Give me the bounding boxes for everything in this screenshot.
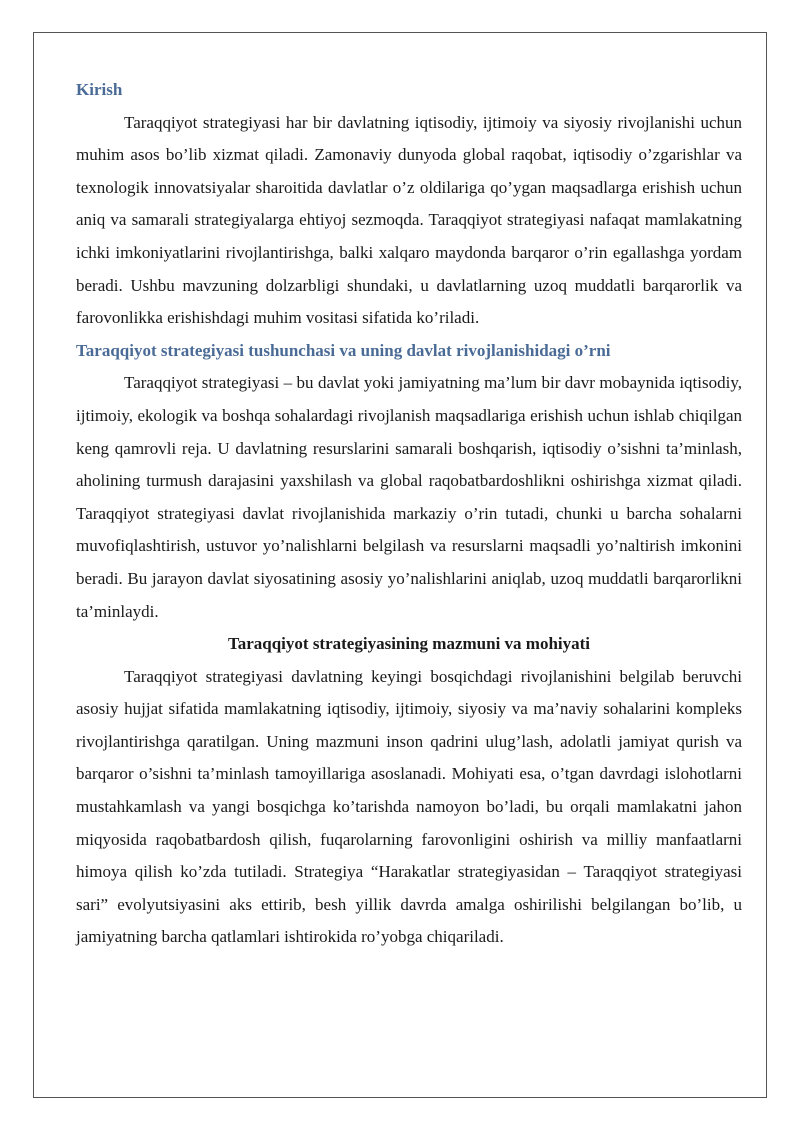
heading-intro: Kirish — [76, 80, 123, 99]
paragraph-intro: Taraqqiyot strategiyasi har bir davlatning iqtisodiy, ijtimoiy va siyosiy rivojlanishi uchun muhim asos bo’lib xizmat qiladi. Zamonaviy dunyoda global raqobat, iqtisodiy o’zgarishlar va texnologik innovatsiyalar sharoitida davlatlar o’z oldilariga qo’ygan maqsadlarga erishish uchun aniq va samarali strategiyalarga ehtiyoj sezmoqda. Taraqqiyot strategiyasi nafaqat mamlakatning ichki imkoniyatlarini rivojlantirishga, balki xalqaro maydonda barqaror o’rin egallashga yordam beradi. Ushbu mavzuning dolzarbligi shundaki, u davlatlarning uzoq muddatli barqarorlik va farovonlikka erishishdagi muhim vositasi sifatida ko’riladi. — [76, 112, 742, 328]
heading-concept: Taraqqiyot strategiyasi tushunchasi va uning davlat rivojlanishidagi o’rni — [76, 340, 611, 360]
heading-content: Taraqqiyot strategiyasining mazmuni va mohiyati — [227, 634, 591, 654]
paragraph-content: Taraqqiyot strategiyasi davlatning keyingi bosqichdagi rivojlanishini belgilab beruvchi asosiy hujjat sifatida mamlakatning iqtisodiy, ijtimoiy, siyosiy va ma’naviy sohalarini kompleks rivojlantirishga qaratilgan. Uning mazmuni inson qadrini ulug’lash, adolatli jamiyat qurish va barqaror o’sishni ta’minlash tamoyillariga asoslanadi. Mohiyati esa, o’tgan davrdagi islohotlarni mustahkamlash va yangi bosqichga ko’tarishda namoyon bo’ladi, bu orqali mamlakatni jahon miqyosida raqobatbardosh qilish, fuqarolarning farovonligini oshirish va milliy manfaatlarni himoya qilish ko’zda tutiladi. Strategiya “Harakatlar strategiyasidan – Taraqqiyot strategiyasi sari” evolyutsiyasini aks ettirib, besh yillik davrda amalga oshirilishi belgilangan bo’lib, u jamiyatning barcha qatlamlari ishtirokida ro’yobga chiqariladi. — [76, 666, 742, 947]
document-body — [76, 74, 742, 954]
paragraph-concept: Taraqqiyot strategiyasi – bu davlat yoki jamiyatning ma’lum bir davr mobaynida iqtisodiy, ijtimoiy, ekologik va boshqa sohalardagi rivojlanish maqsadlariga erishish uchun ishlab chiqilgan keng qamrovli reja. U davlatning resurslarini samarali boshqarish, iqtisodiy o’sishni ta’minlash, aholining turmush darajasini yaxshilash va global raqobatbardoshlikni oshirishga xizmat qiladi. Taraqqiyot strategiyasi davlat rivojlanishida markaziy o’rin tutadi, chunki u barcha sohalarni muvofiqlashtirish, ustuvor yo’nalishlarni belgilash va resurslarni maqsadli yo’naltirish imkonini beradi. Bu jarayon davlat siyosatining asosiy yo’nalishlarini aniqlab, uzoq muddatli barqarorlikni ta’minlaydi. — [76, 373, 742, 621]
